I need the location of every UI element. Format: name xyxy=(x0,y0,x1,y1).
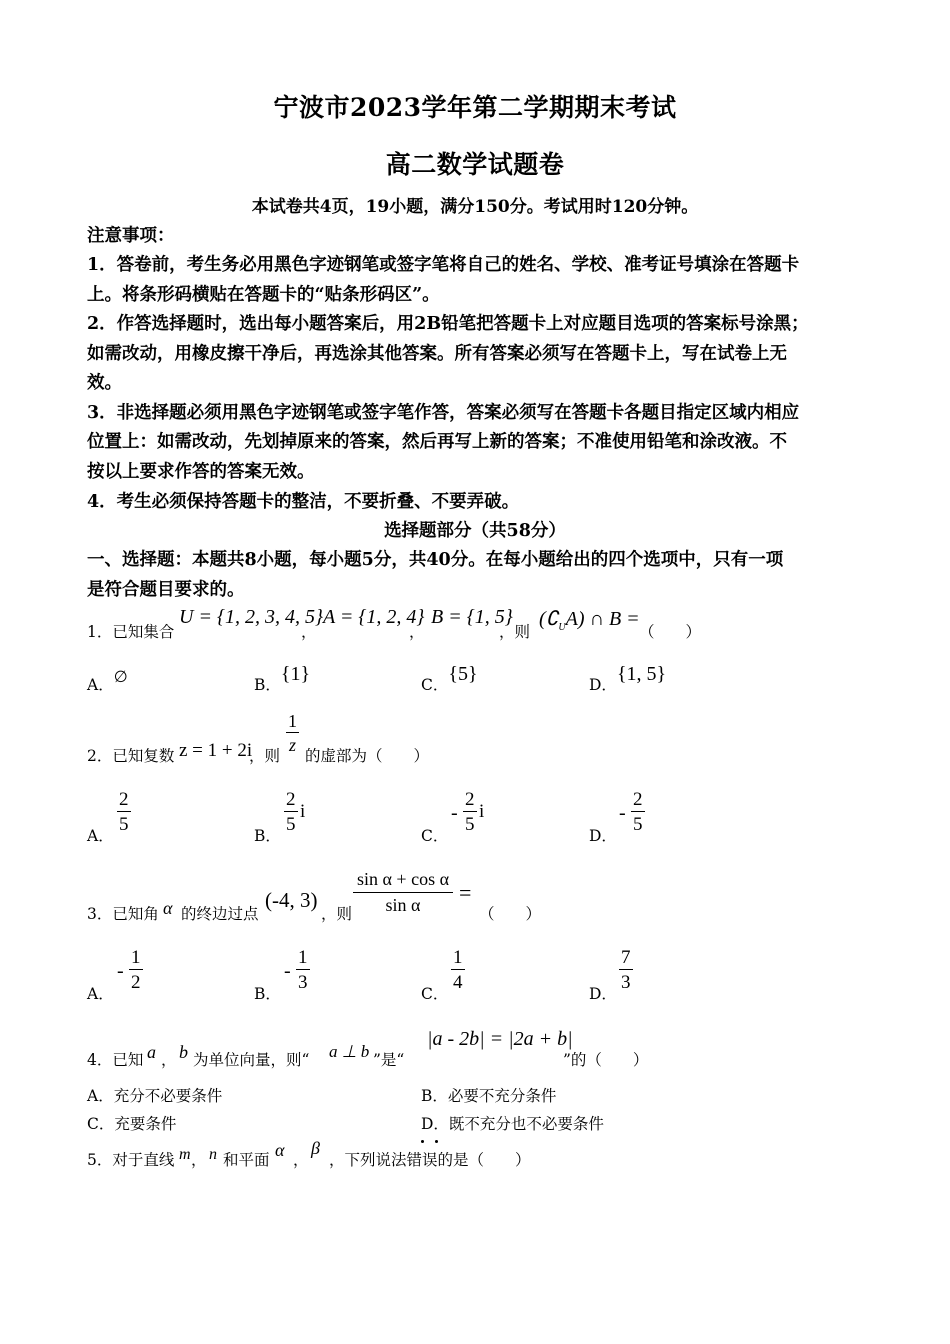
q2-option-d-num: 2 xyxy=(633,789,643,810)
q1-comma-2: ， xyxy=(409,623,425,641)
q2-option-a-frac xyxy=(117,790,131,834)
note-2-line-3: 效。 xyxy=(87,373,122,393)
q2-suffix: 的虚部为（ ） xyxy=(305,747,430,765)
q3-option-b-frac xyxy=(296,948,310,992)
q1-option-a-value: ∅ xyxy=(113,669,128,686)
q5-line-n: n xyxy=(209,1146,217,1163)
q5-plane-alpha: α xyxy=(275,1140,285,1160)
section-heading-line-2: 是符合题目要求的。 xyxy=(87,580,245,600)
q1-option-b xyxy=(254,663,311,696)
note-3-line-3: 按以上要求作答的答案无效。 xyxy=(87,462,315,482)
q1-option-a xyxy=(87,669,128,695)
q3-option-c-label: C． xyxy=(421,985,449,1003)
q3-point: (-4, 3) xyxy=(265,888,318,912)
q1-comma-1: ， xyxy=(301,623,317,641)
note-4: 4．考生必须保持答题卡的整洁，不要折叠、不要弄破。 xyxy=(87,492,520,512)
q2-option-a-label: A． xyxy=(87,827,114,845)
q4-perp: a ⊥ b xyxy=(329,1042,370,1061)
q3-option-b-den: 3 xyxy=(298,972,308,993)
q1-expression-rest: A) ∩ B = xyxy=(565,608,640,630)
q2-option-d-frac xyxy=(631,790,645,834)
q1-option-d-value: {1, 5} xyxy=(616,663,667,685)
q1-set-a: A = {1, 2, 4} xyxy=(323,606,425,628)
q1-complement-sub: U xyxy=(558,622,566,633)
q3-option-a-label: A． xyxy=(87,985,114,1003)
q2-fraction-num: 1 xyxy=(288,711,297,731)
q4-comma: ， xyxy=(161,1051,177,1069)
q2-option-b-frac xyxy=(284,790,298,834)
q1-expression xyxy=(539,606,640,633)
q2-option-c-den: 5 xyxy=(465,814,475,835)
q1-complement: (∁ xyxy=(539,608,559,630)
q3-option-b-num: 1 xyxy=(298,947,308,968)
q1-set-b: B = {1, 5} xyxy=(431,606,513,628)
q4-suffix: ”的（ ） xyxy=(563,1051,649,1069)
q3-mid: 的终边过点 xyxy=(181,905,259,923)
q2-option-b-i: i xyxy=(300,801,306,822)
q4-vector-a: a xyxy=(147,1042,156,1062)
q1-option-c-value: {5} xyxy=(448,663,478,685)
exam-info: 本试卷共4页，19小题，满分150分。考试用时120分钟。 xyxy=(251,197,699,217)
q4-is: ”是“ xyxy=(373,1051,405,1069)
section-heading-line-1: 一、选择题：本题共8小题，每小题5分，共40分。在每小题给出的四个选项中，只有一项 xyxy=(87,550,784,570)
q3-option-b-label: B． xyxy=(254,985,281,1003)
q3-option-d-num: 7 xyxy=(621,947,631,968)
q1-option-b-label: B． xyxy=(254,676,281,694)
q5-suffix: ，下列说法错误的是（ ） xyxy=(329,1151,531,1169)
note-2-line-1: 2．作答选择题时，选出每小题答案后，用2B铅笔把答题卡上对应题目选项的答案标号涂黑； xyxy=(87,314,809,334)
q3-option-c-frac xyxy=(451,948,465,992)
q2-option-a-den: 5 xyxy=(119,814,129,835)
q2-then: ，则 xyxy=(249,747,281,765)
question-2 xyxy=(87,708,587,778)
q3-fraction-num: sin α + cos α xyxy=(353,870,453,893)
q2-option-c-i: i xyxy=(479,801,485,822)
q4-option-d: D．既不充分也不必要条件 xyxy=(421,1115,604,1133)
note-3-line-2: 位置上：如需改动，先划掉原来的答案，然后再写上新的答案；不准使用铅笔和涂改液。不 xyxy=(87,432,787,452)
q3-option-a-frac xyxy=(129,948,143,992)
q2-option-d-den: 5 xyxy=(633,814,643,835)
q2-option-b-label: B． xyxy=(254,827,281,845)
q1-option-a-label: A． xyxy=(87,676,114,694)
q4-expression: |a - 2b| = |2a + b| xyxy=(427,1028,573,1050)
q3-option-a-num: 1 xyxy=(131,947,141,968)
q4-option-c: C．充要条件 xyxy=(87,1115,177,1133)
q4-option-a: A．充分不必要条件 xyxy=(87,1087,223,1105)
question-5 xyxy=(87,1136,587,1176)
q2-option-d-label: D． xyxy=(589,827,617,845)
notes-heading: 注意事项： xyxy=(87,226,175,246)
q1-then: ，则 xyxy=(499,623,531,641)
q5-prefix: 5．对于直线 xyxy=(87,1151,175,1169)
note-3-line-1: 3．非选择题必须用黑色字迹钢笔或签字笔作答，答案必须写在答题卡各题目指定区域内相应 xyxy=(87,403,800,423)
q4-mid: 为单位向量，则“ xyxy=(193,1051,310,1069)
q3-fraction-den: sin α xyxy=(385,895,421,915)
q2-option-d-sign: - xyxy=(619,802,626,824)
q5-emphasis-dot-1 xyxy=(421,1140,424,1143)
q1-option-b-value: {1} xyxy=(280,663,311,685)
q3-option-d-frac xyxy=(619,948,633,992)
q2-fraction xyxy=(286,712,299,754)
q3-alpha: α xyxy=(163,898,173,918)
question-4 xyxy=(87,1024,687,1074)
q3-option-c-den: 4 xyxy=(453,972,463,993)
q5-comma-2: ， xyxy=(293,1151,309,1169)
q5-emphasis-dot-2 xyxy=(435,1140,438,1143)
q3-option-a-sign: - xyxy=(117,960,124,982)
q1-option-d xyxy=(589,663,667,696)
q4-prefix: 4．已知 xyxy=(87,1051,144,1069)
note-2-line-2: 如需改动，用橡皮擦干净后，再选涂其他答案。所有答案必须写在答题卡上，写在试卷上无 xyxy=(87,344,787,364)
q3-option-d-den: 3 xyxy=(621,972,631,993)
q2-option-b-num: 2 xyxy=(286,789,296,810)
note-1-line-2: 上。将条形码横贴在答题卡的“贴条形码区”。 xyxy=(87,285,440,305)
exam-subtitle: 高二数学试题卷 xyxy=(385,150,565,179)
exam-title: 宁波市2023学年第二学期期末考试 xyxy=(273,93,677,122)
q5-plane-beta: β xyxy=(311,1138,320,1158)
q5-comma: ， xyxy=(191,1151,207,1169)
q1-answer-paren: （ ） xyxy=(639,623,702,641)
q2-option-c-sign: - xyxy=(451,802,458,824)
q2-option-c-num: 2 xyxy=(465,789,475,810)
q1-set-u: U = {1, 2, 3, 4, 5} xyxy=(179,606,323,628)
question-3 xyxy=(87,868,647,928)
q2-option-a-num: 2 xyxy=(119,789,129,810)
q2-prefix: 2．已知复数 xyxy=(87,747,175,765)
q5-line-m: m xyxy=(179,1146,191,1163)
q3-equals: = xyxy=(459,880,472,905)
q1-option-c-label: C． xyxy=(421,676,449,694)
q3-then: ，则 xyxy=(321,905,353,923)
q2-option-c-frac xyxy=(463,790,477,834)
q5-mid: 和平面 xyxy=(223,1151,270,1169)
q3-fraction xyxy=(353,870,453,914)
q3-option-d-label: D． xyxy=(589,985,617,1003)
q3-option-a-den: 2 xyxy=(131,972,141,993)
q1-option-c xyxy=(421,663,478,696)
q1-option-d-label: D． xyxy=(589,676,617,694)
q2-complex-z: z = 1 + 2i xyxy=(179,740,253,761)
note-1-line-1: 1．答卷前，考生务必用黑色字迹钢笔或签字笔将自己的姓名、学校、准考证号填涂在答题卡 xyxy=(87,255,800,275)
q3-option-c-num: 1 xyxy=(453,947,463,968)
q3-prefix: 3．已知角 xyxy=(87,905,159,923)
q4-vector-b: b xyxy=(179,1042,188,1062)
q2-option-b-den: 5 xyxy=(286,814,296,835)
q1-prefix: 1．已知集合 xyxy=(87,623,175,641)
q4-option-b: B．必要不充分条件 xyxy=(421,1087,557,1105)
q3-answer-paren: （ ） xyxy=(479,905,542,923)
q2-fraction-den: z xyxy=(288,735,296,755)
q3-option-b-sign: - xyxy=(284,960,291,982)
q2-option-c-label: C． xyxy=(421,827,449,845)
part-title: 选择题部分（共58分） xyxy=(384,521,566,541)
